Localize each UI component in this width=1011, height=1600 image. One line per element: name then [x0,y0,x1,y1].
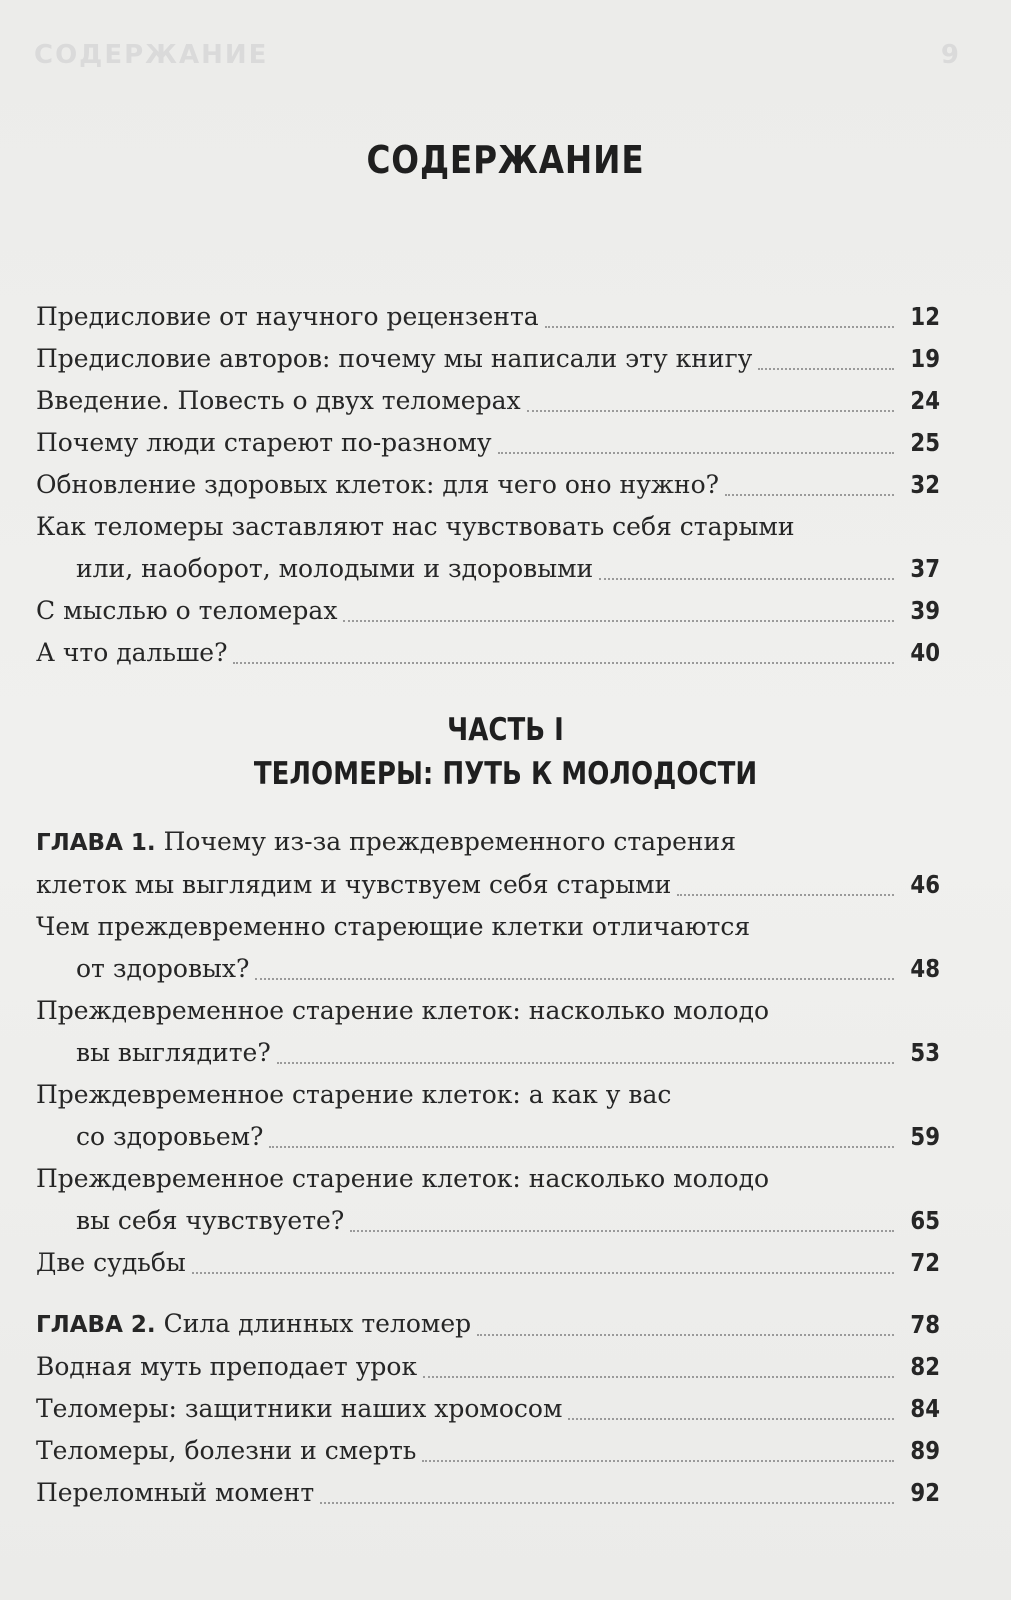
toc-entry-line1[interactable] [36,1074,940,1116]
toc-entry-text: Теломеры, болезни и смерть [36,1436,417,1465]
toc-entry-line1[interactable] [36,990,940,1032]
toc-entry-text: Чем преждевременно стареющие клетки отличаются [36,912,751,941]
toc-page-number: 32 [910,470,940,499]
dot-leader [527,409,894,412]
chapter-1-heading-line2[interactable] [36,864,940,906]
chapter-1-heading-line1[interactable] [36,822,940,864]
toc-entry-text: Преждевременное старение клеток: насколько молодо [36,996,770,1025]
toc-entry[interactable] [36,1472,940,1514]
toc-entry-text: Обновление здоровых клеток: для чего оно нужно? [36,470,720,499]
toc-entry-text: Почему люди стареют по-разному [36,428,492,457]
dot-leader [725,493,894,496]
toc-page-number: 53 [910,1038,940,1067]
toc-entry-line2[interactable] [36,1116,940,1158]
toc-page-number: 84 [910,1394,940,1423]
toc-page-number: 72 [910,1248,940,1277]
dot-leader [233,661,894,664]
dot-leader [758,367,894,370]
toc-page-number: 25 [910,428,940,457]
dot-leader [477,1333,894,1336]
toc-entry-text: Предисловие от научного рецензента [36,302,539,331]
toc-entry-line1[interactable] [36,906,940,948]
bleed-through-header: СОДЕРЖАНИЕ [34,40,269,70]
toc-entry-line2[interactable] [36,1032,940,1074]
toc-entry-text: Две судьбы [36,1248,186,1277]
toc-page-number: 82 [910,1352,940,1381]
toc-entry-text: Преждевременное старение клеток: а как у вас [36,1080,672,1109]
page-title: СОДЕРЖАНИЕ [366,138,645,182]
toc-entry[interactable] [36,632,940,674]
toc-entry[interactable] [36,296,940,338]
toc-entry[interactable] [36,1242,940,1284]
toc-entry[interactable] [36,338,940,380]
toc-entry[interactable] [36,1388,940,1430]
chapter-label: ГЛАВА 2. [36,1312,156,1338]
toc-page-number: 78 [910,1310,940,1339]
toc-entry[interactable] [36,1346,940,1388]
toc-entry[interactable] [36,422,940,464]
toc-page-number: 65 [910,1206,940,1235]
toc-page-number: 48 [910,954,940,983]
toc-entry[interactable] [36,1430,940,1472]
toc-page-number: 40 [910,638,940,667]
bleed-through-page-number: 9 [940,40,959,70]
dot-leader [269,1145,894,1148]
toc-entry-text-continued: или, наоборот, молодыми и здоровыми [76,554,594,583]
dot-leader [599,577,894,580]
chapter-title: Почему из-за преждевременного старения [163,827,736,856]
toc-page-number: 39 [910,596,940,625]
toc-page-number: 12 [910,302,940,331]
toc-entry-text: С мыслью о теломерах [36,596,338,625]
toc-page-number: 46 [910,870,940,899]
toc-entry-text-continued: вы выглядите? [76,1038,271,1067]
dot-leader [350,1229,894,1232]
toc-entry[interactable] [36,590,940,632]
toc-entry-line1[interactable] [36,1158,940,1200]
toc-entry-text: Преждевременное старение клеток: насколько молодо [36,1164,770,1193]
dot-leader [192,1271,894,1274]
toc-page-number: 37 [910,554,940,583]
chapter-2-heading[interactable] [36,1304,940,1346]
toc-entry-text: Теломеры: защитники наших хромосом [36,1394,563,1423]
dot-leader [422,1459,894,1462]
chapter-title-continued: клеток мы выглядим и чувствуем себя старыми [36,870,672,899]
toc-entry[interactable] [36,380,940,422]
part-number: ЧАСТЬ I [447,712,564,748]
toc-entry[interactable] [36,464,940,506]
toc-page-number: 59 [910,1122,940,1151]
toc-entry-text: Как теломеры заставляют нас чувствовать себя старыми [36,512,795,541]
dot-leader [343,619,894,622]
chapter-title: Сила длинных теломер [163,1309,472,1338]
dot-leader [320,1501,894,1504]
dot-leader [545,325,894,328]
toc-page-number: 24 [910,386,940,415]
dot-leader [255,977,894,980]
part-title: ТЕЛОМЕРЫ: ПУТЬ К МОЛОДОСТИ [253,756,758,792]
toc-entry-line1[interactable] [36,506,940,548]
toc-page-number: 92 [910,1478,940,1507]
toc-entry-text-continued: со здоровьем? [76,1122,264,1151]
toc-entry-line2[interactable] [36,548,940,590]
toc-entry-text: Водная муть преподает урок [36,1352,418,1381]
chapter-label: ГЛАВА 1. [36,830,156,856]
toc-entry-text: Введение. Повесть о двух теломерах [36,386,521,415]
toc-entry-text-continued: вы себя чувствуете? [76,1206,345,1235]
dot-leader [568,1417,894,1420]
toc-entry-text: А что дальше? [36,638,228,667]
dot-leader [423,1375,894,1378]
toc-entry-text: Предисловие авторов: почему мы написали эту книгу [36,344,753,373]
toc-page-number: 19 [910,344,940,373]
dot-leader [277,1061,894,1064]
dot-leader [498,451,894,454]
toc-entry-text: Переломный момент [36,1478,315,1507]
toc-page-number: 89 [910,1436,940,1465]
toc-entry-line2[interactable] [36,1200,940,1242]
dot-leader [677,893,894,896]
toc-entry-line2[interactable] [36,948,940,990]
toc-entry-text-continued: от здоровых? [76,954,250,983]
